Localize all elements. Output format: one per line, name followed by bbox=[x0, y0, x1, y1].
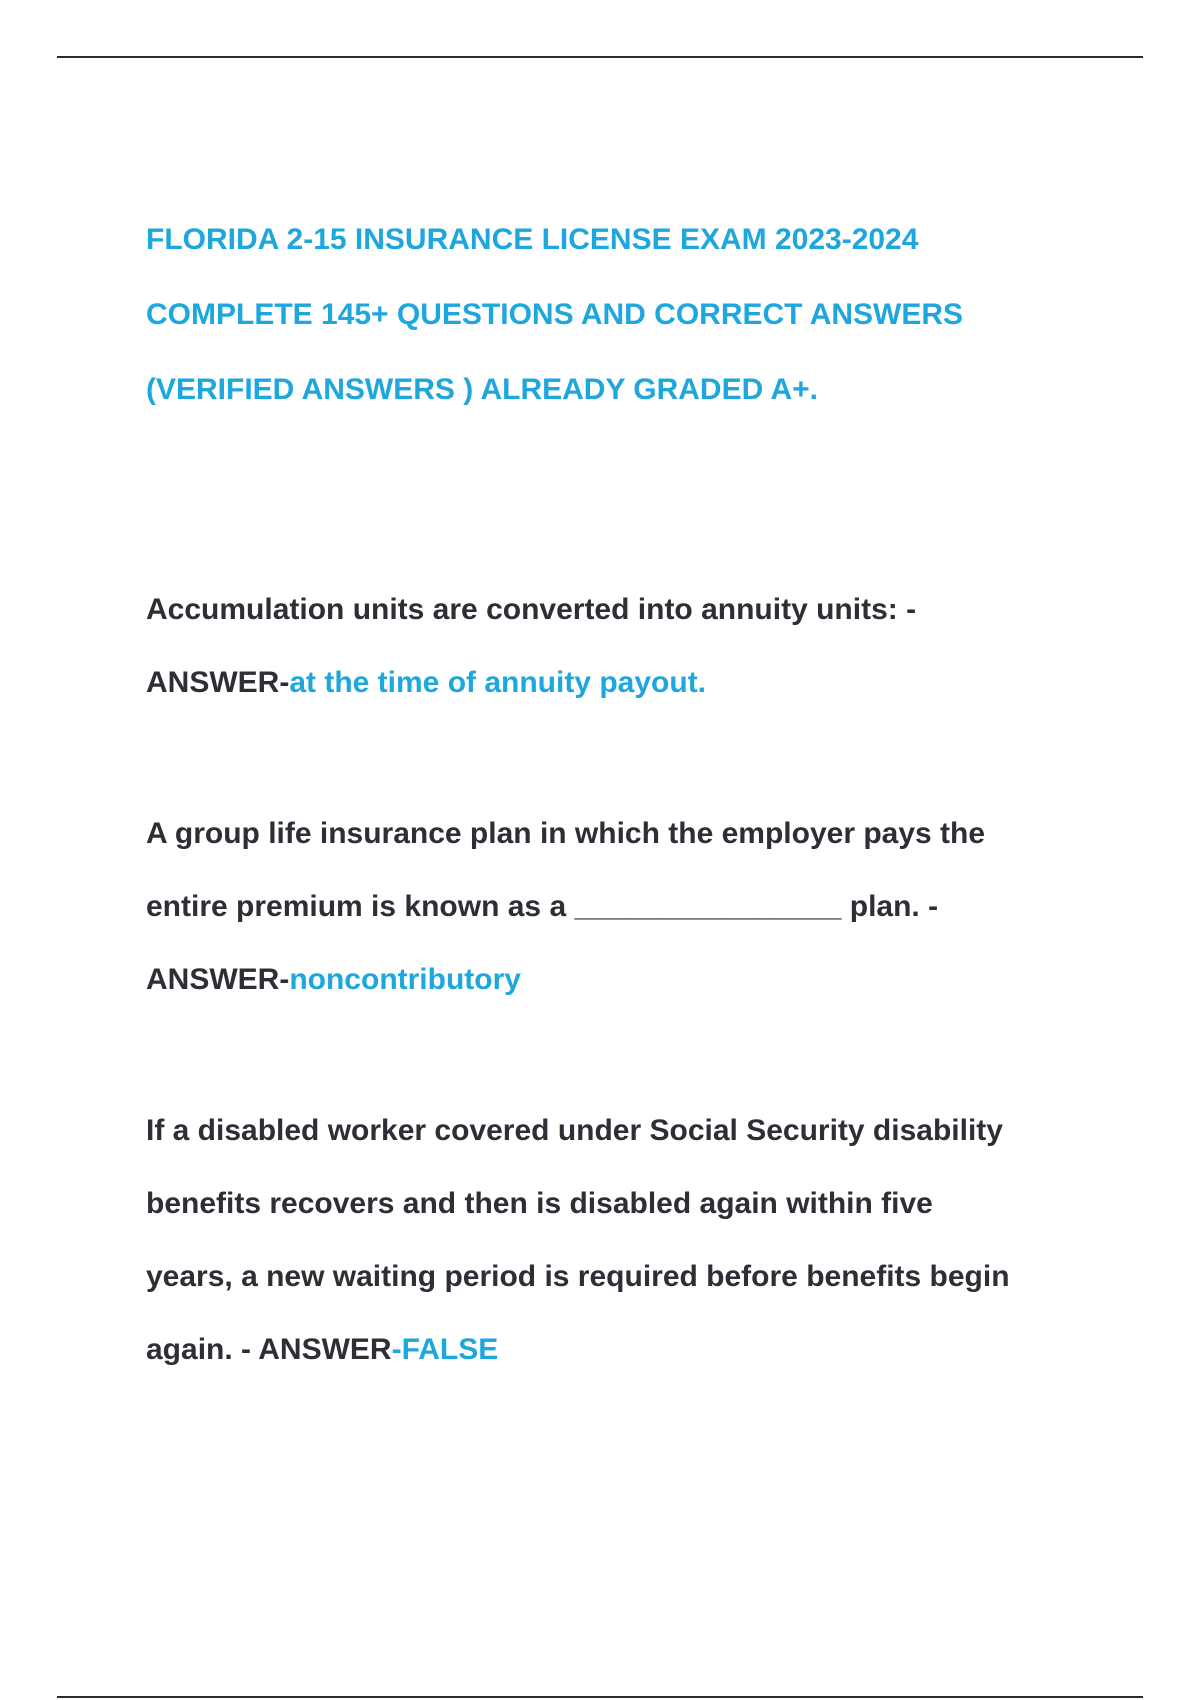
answer-text: noncontributory bbox=[289, 963, 521, 996]
question-line: Accumulation units are converted into annuity units: - bbox=[146, 593, 917, 626]
answer-line bbox=[146, 943, 1106, 1016]
top-rule bbox=[57, 56, 1143, 58]
question-line: benefits recovers and then is disabled again within five bbox=[146, 1187, 933, 1220]
question-line: entire premium is known as a ________________ plan. - bbox=[146, 890, 939, 923]
answer-prefix: ANSWER- bbox=[146, 963, 290, 996]
qa-item bbox=[146, 797, 1106, 1016]
question-line: A group life insurance plan in which the employer pays the bbox=[146, 817, 986, 850]
bottom-rule bbox=[57, 1696, 1143, 1698]
question-line: If a disabled worker covered under Social Security disability bbox=[146, 1114, 1003, 1147]
answer-line bbox=[146, 1313, 1106, 1386]
answer-prefix: ANSWER- bbox=[146, 666, 290, 699]
document-title bbox=[146, 202, 1106, 427]
title-line: (VERIFIED ANSWERS ) ALREADY GRADED A+. bbox=[146, 373, 818, 406]
title-line: COMPLETE 145+ QUESTIONS AND CORRECT ANSWERS bbox=[146, 298, 964, 331]
answer-text: -FALSE bbox=[391, 1333, 499, 1366]
answer-text: at the time of annuity payout. bbox=[289, 666, 707, 699]
qa-item bbox=[146, 573, 1106, 719]
answer-prefix: again. - ANSWER bbox=[146, 1333, 392, 1366]
question-line: years, a new waiting period is required before benefits begin bbox=[146, 1260, 1010, 1293]
answer-line bbox=[146, 646, 1106, 719]
qa-item bbox=[146, 1094, 1106, 1386]
title-line: FLORIDA 2-15 INSURANCE LICENSE EXAM 2023-2024 bbox=[146, 223, 919, 256]
